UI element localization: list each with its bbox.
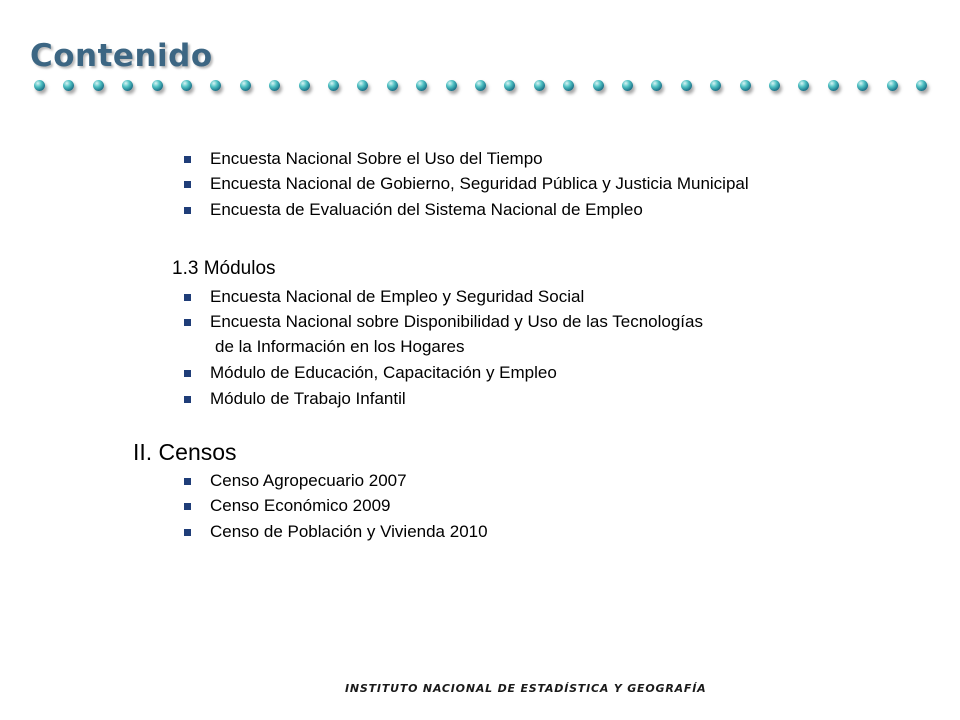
slide-title: Contenido <box>30 38 213 74</box>
separator-dot-icon <box>328 80 339 91</box>
square-bullet-icon <box>184 529 191 536</box>
square-bullet-icon <box>184 503 191 510</box>
separator-dot-icon <box>63 80 74 91</box>
square-bullet-icon <box>184 478 191 485</box>
separator-dot-icon <box>210 80 221 91</box>
separator-dot-icon <box>269 80 280 91</box>
square-bullet-icon <box>184 181 191 188</box>
separator-dot-icon <box>622 80 633 91</box>
separator-dot-icon <box>504 80 515 91</box>
separator-dot-icon <box>563 80 574 91</box>
square-bullet-icon <box>184 370 191 377</box>
separator-dot-icon <box>93 80 104 91</box>
separator-dot-icon <box>357 80 368 91</box>
separator-dot-icon <box>857 80 868 91</box>
list-item-continuation: de la Información en los Hogares <box>215 337 465 356</box>
separator-dot-icon <box>887 80 898 91</box>
footer-institution: INSTITUTO NACIONAL DE ESTADÍSTICA Y GEOGRAFÍA <box>345 682 707 695</box>
square-bullet-icon <box>184 207 191 214</box>
separator-dot-icon <box>240 80 251 91</box>
slide: Contenido Encuesta Nacional Sobre el Uso del Tiempo Encuesta Nacional de Gobierno, Seguridad Pública y Justicia Municipal Encuesta de Evaluación del Sistema Nacional de Empleo 1.3 Módulos Encuesta Nacional de Empleo y Seguridad Social Encuesta Nacional sobre Disponibilidad y Uso de las Tecnologías de la Información en los Hogares Módulo de Educación, Capacitación y Empleo Módulo de Trabajo Infantil II. Censos Censo Agropecuario 2007 Censo Económico 2009 Censo de Población y Vivienda 2010 INSTITUTO NACIONAL DE ESTADÍSTICA Y GEOGRAFÍA <box>0 0 960 720</box>
separator-dot-icon <box>446 80 457 91</box>
separator-dot-icon <box>681 80 692 91</box>
square-bullet-icon <box>184 156 191 163</box>
square-bullet-icon <box>184 294 191 301</box>
separator-dot-icon <box>122 80 133 91</box>
separator-dot-icon <box>387 80 398 91</box>
separator-dot-icon <box>181 80 192 91</box>
separator-dot-icon <box>916 80 927 91</box>
section-heading-censos: II. Censos <box>133 439 237 465</box>
separator-dot-icon <box>769 80 780 91</box>
separator-dot-icon <box>534 80 545 91</box>
separator-dot-icon <box>740 80 751 91</box>
separator-dot-icon <box>152 80 163 91</box>
separator-dot-icon <box>475 80 486 91</box>
separator-dot-icon <box>34 80 45 91</box>
separator-dot-icon <box>798 80 809 91</box>
separator-dot-icon <box>593 80 604 91</box>
section-heading-modulos: 1.3 Módulos <box>172 258 276 279</box>
dotted-separator <box>34 80 934 96</box>
separator-dot-icon <box>651 80 662 91</box>
separator-dot-icon <box>710 80 721 91</box>
square-bullet-icon <box>184 396 191 403</box>
separator-dot-icon <box>299 80 310 91</box>
separator-dot-icon <box>828 80 839 91</box>
square-bullet-icon <box>184 319 191 326</box>
separator-dot-icon <box>416 80 427 91</box>
